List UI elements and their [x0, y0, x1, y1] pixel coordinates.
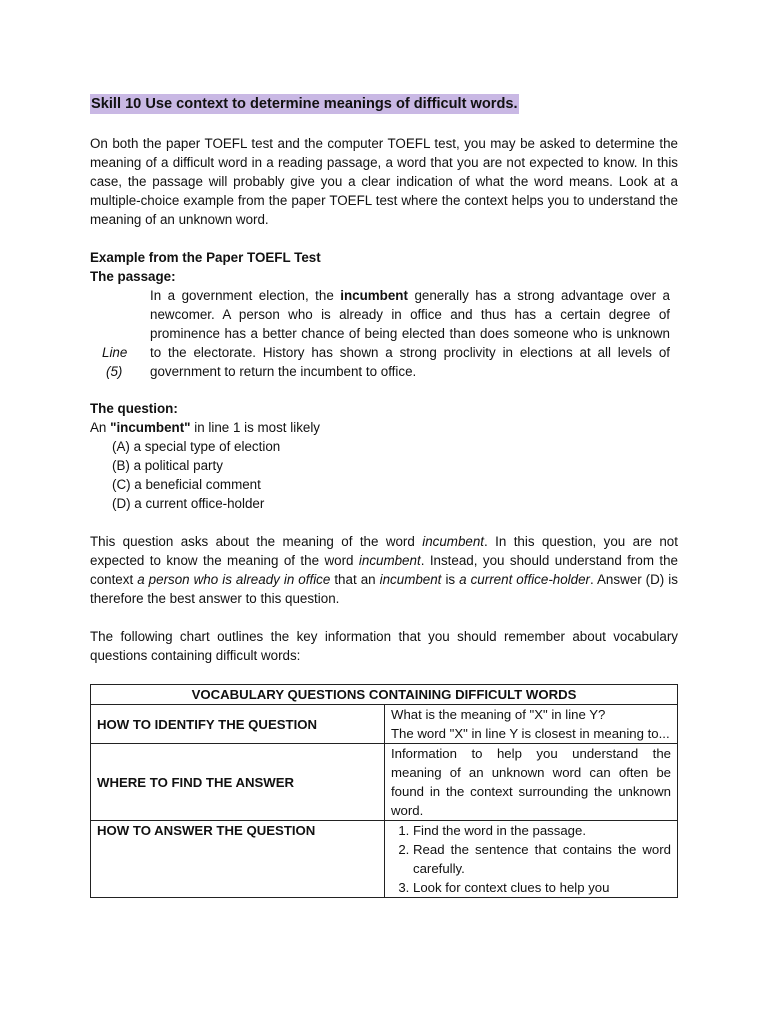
explanation-italic: a person who is already in office: [137, 572, 331, 587]
explanation-text: This question asks about the meaning of the word: [90, 534, 423, 549]
explanation-text: is: [441, 572, 460, 587]
question-prefix: An: [90, 420, 111, 435]
vocabulary-table: [90, 684, 678, 898]
table-row: [91, 744, 678, 821]
row-label-how: HOW TO ANSWER THE QUESTION: [91, 821, 385, 898]
option-b: (B) a political party: [112, 458, 223, 473]
question-bold-word: "incumbent": [110, 420, 191, 435]
intro-paragraph: On both the paper TOEFL test and the computer TOEFL test, you may be asked to determine the meaning of a difficult word in a reading passage, a word that you are not expected to know. In this case, the passage will probably give you a clear indication of what the word means. Look at a multiple-choice example from the paper TOEFL test where the context helps you to understand the meaning of an unknown word.: [90, 136, 678, 227]
passage-bold-word: incumbent: [340, 288, 408, 303]
question-text: [90, 418, 320, 437]
identify-line-1: What is the meaning of "X" in line Y?: [391, 707, 606, 722]
chart-intro-paragraph: The following chart outlines the key information that you should remember about vocabulary questions containing difficult words:: [90, 629, 678, 663]
explanation-italic: incumbent: [358, 553, 421, 568]
row-content-where: Information to help you understand the meaning of an unknown word can often be found in the context surrounding the unknown word.: [385, 744, 678, 821]
table-row: [91, 821, 678, 898]
list-item: 3. Look for context clues to help you: [413, 878, 671, 897]
explanation-text: that an: [330, 572, 380, 587]
table-row: [91, 705, 678, 744]
passage-text-2: generally has a strong advantage over a newcomer. A person who is already in office and thus has a certain degree of prominence has a better chance of being elected than does someone who is unknown to the electorate. History has shown a strong proclivity in elections at all levels of government to return the incumbent to office.: [150, 288, 670, 379]
list-item: 2. Read the sentence that contains the word carefully.: [413, 840, 671, 878]
identify-line-2: The word "X" in line Y is closest in meaning to...: [391, 726, 670, 741]
row-label-identify: HOW TO IDENTIFY THE QUESTION: [91, 705, 385, 744]
explanation-text: . Instead, you should understand from the context: [90, 553, 678, 587]
question-block: [90, 399, 320, 513]
option-d: (D) a current office-holder: [112, 496, 265, 511]
option-c: (C) a beneficial comment: [112, 477, 261, 492]
explanation-text: . In this question, you are not expected to know the meaning of the word: [90, 534, 678, 568]
passage-heading: The passage:: [90, 269, 176, 284]
question-suffix: in line 1 is most likely: [190, 420, 321, 435]
line-number: (5): [106, 364, 123, 379]
example-heading-block: [90, 248, 321, 286]
option-a: (A) a special type of election: [112, 439, 281, 454]
explanation-paragraph: [90, 532, 678, 608]
explanation-text: . Answer (D) is therefore the best answer to this question.: [90, 572, 678, 606]
line-label: Line: [102, 345, 128, 360]
table-header-row: [91, 685, 678, 705]
answer-options: [112, 437, 320, 513]
skill-title: Skill 10 Use context to determine meanings of difficult words.: [91, 96, 518, 112]
explanation-italic: a current office-holder: [459, 572, 590, 587]
example-heading: Example from the Paper TOEFL Test: [90, 250, 321, 265]
row-content-how: [385, 821, 678, 898]
row-content-identify: [385, 705, 678, 744]
explanation-italic: incumbent: [379, 572, 442, 587]
row-label-where: WHERE TO FIND THE ANSWER: [91, 744, 385, 821]
list-item: 1. Find the word in the passage.: [413, 821, 671, 840]
steps-list: [391, 821, 671, 897]
explanation-italic: incumbent: [422, 534, 485, 549]
passage-text-1: In a government election, the: [150, 288, 341, 303]
question-heading: The question:: [90, 401, 178, 416]
reading-passage: [150, 286, 670, 381]
table-header: VOCABULARY QUESTIONS CONTAINING DIFFICULT WORDS: [91, 685, 678, 705]
